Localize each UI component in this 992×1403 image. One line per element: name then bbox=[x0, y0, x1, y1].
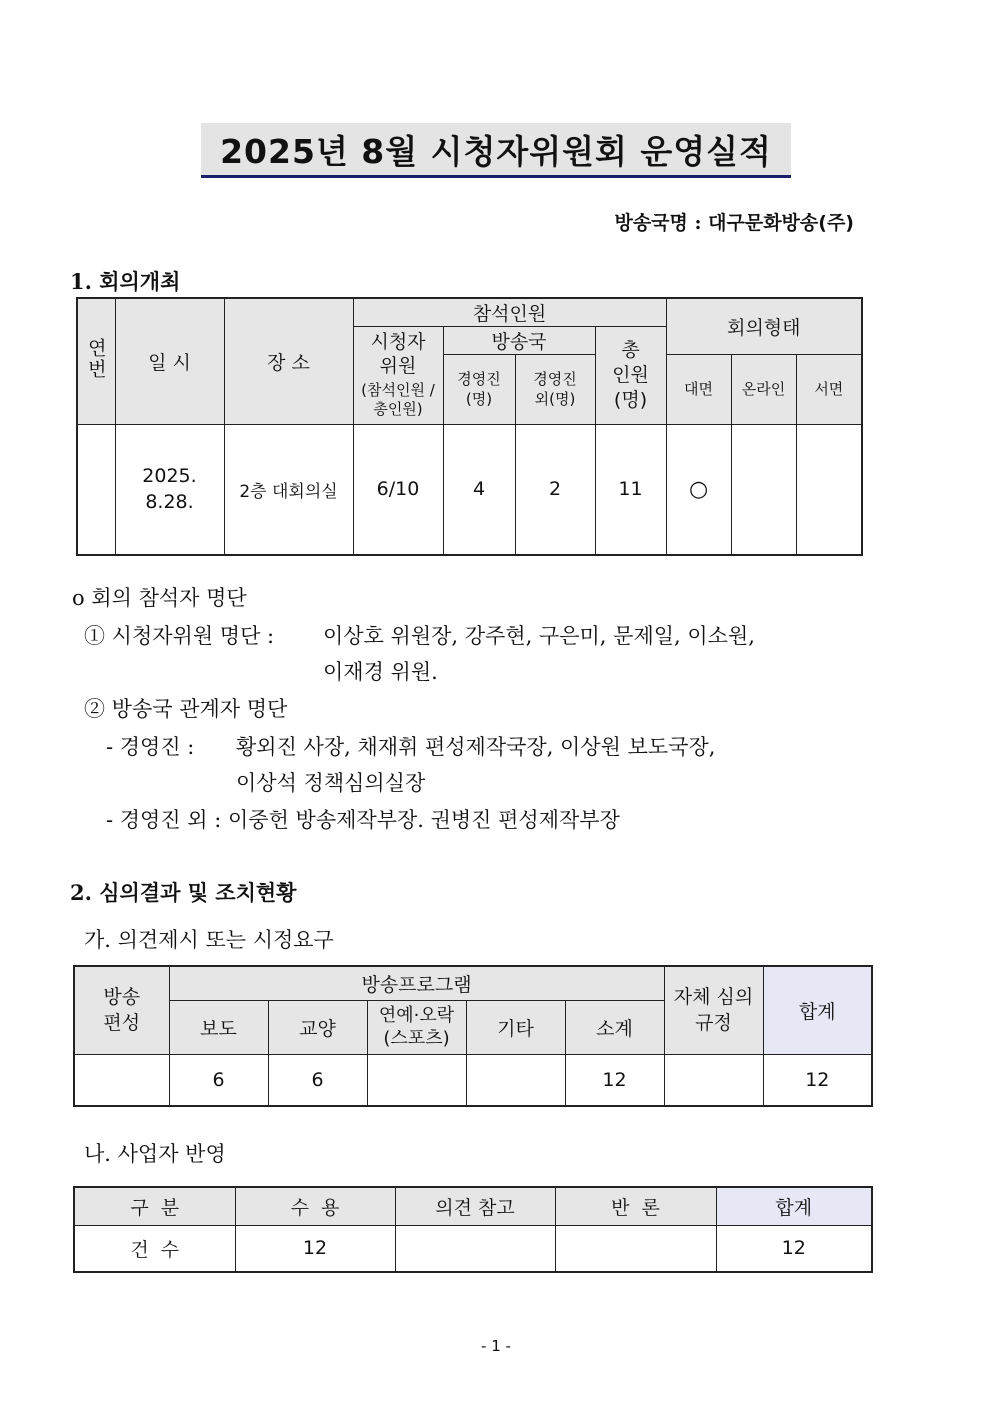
cell-online bbox=[731, 425, 796, 555]
cell-total: 12 bbox=[763, 1054, 872, 1106]
cell-rebut bbox=[555, 1225, 716, 1272]
cell-subtotal: 12 bbox=[565, 1054, 664, 1106]
sub-b-heading: 나. 사업자 반영 bbox=[84, 1142, 226, 1166]
col-date-header: 일 시 bbox=[115, 298, 224, 425]
cell-culture: 6 bbox=[268, 1054, 367, 1106]
table-row bbox=[77, 425, 862, 555]
cell-no bbox=[77, 425, 115, 555]
col-program-header: 방송프로그램 bbox=[169, 966, 664, 1000]
col-format-header: 회의형태 bbox=[666, 298, 862, 355]
col-subtotal-header: 소계 bbox=[565, 1000, 664, 1054]
mgmt-line2: 이상석 정책심의실장 bbox=[236, 771, 426, 795]
col-rebut-header: 반 론 bbox=[555, 1187, 716, 1225]
cell-in-person: ○ bbox=[666, 425, 731, 555]
col-org-header: 방송 편성 bbox=[74, 966, 169, 1054]
page-title: 2025년 8월 시청자위원회 운영실적 bbox=[201, 123, 791, 178]
col-no-header: 연번 bbox=[77, 298, 115, 425]
cell-accept: 12 bbox=[235, 1225, 395, 1272]
col-reference-header: 의견 참고 bbox=[395, 1187, 555, 1225]
viewer-members-line2: 이재경 위원. bbox=[323, 660, 438, 684]
table-row bbox=[74, 1054, 872, 1106]
broadcaster-name: 대구문화방송(주) bbox=[708, 212, 854, 234]
cell-total: 11 bbox=[595, 425, 666, 555]
col-category-header: 구 분 bbox=[74, 1187, 235, 1225]
attendees-heading: o 회의 참석자 명단 bbox=[72, 586, 247, 610]
cell-non-mgmt: 2 bbox=[515, 425, 595, 555]
col-accept-header: 수 용 bbox=[235, 1187, 395, 1225]
non-mgmt-line: - 경영진 외 : 이중헌 방송제작부장. 권병진 편성제작부장 bbox=[106, 808, 620, 832]
cell-reference bbox=[395, 1225, 555, 1272]
sub-a-heading: 가. 의견제시 또는 시정요구 bbox=[84, 928, 334, 952]
station-staff-label: ② 방송국 관계자 명단 bbox=[84, 697, 288, 721]
broadcaster-line bbox=[614, 208, 854, 235]
col-place-header: 장 소 bbox=[224, 298, 353, 425]
col-news-header: 보도 bbox=[169, 1000, 268, 1054]
col-total-header: 합계 bbox=[716, 1187, 872, 1225]
col-other-header: 기타 bbox=[466, 1000, 565, 1054]
reflection-table bbox=[73, 1186, 873, 1273]
col-mgmt-header: 경영진 (명) bbox=[443, 355, 515, 425]
cell-written bbox=[796, 425, 862, 555]
cell-category: 건 수 bbox=[74, 1225, 235, 1272]
cell-place: 2층 대회의실 bbox=[224, 425, 353, 555]
viewer-members-line1: 이상호 위원장, 강주현, 구은미, 문제일, 이소원, bbox=[323, 624, 755, 648]
cell-self bbox=[664, 1054, 763, 1106]
table-row bbox=[74, 1225, 872, 1272]
section1-heading: 1. 회의개최 bbox=[70, 269, 181, 294]
col-culture-header: 교양 bbox=[268, 1000, 367, 1054]
viewer-members-label: ① 시청자위원 명단 : bbox=[84, 624, 275, 648]
cell-viewer-members: 6/10 bbox=[353, 425, 443, 555]
cell-mgmt: 4 bbox=[443, 425, 515, 555]
page-number: - 1 - bbox=[481, 1337, 511, 1355]
review-table bbox=[73, 965, 873, 1107]
mgmt-label: - 경영진 : bbox=[106, 735, 195, 759]
col-total-header: 총 인원 (명) bbox=[595, 327, 666, 425]
section2-heading: 2. 심의결과 및 조치현황 bbox=[70, 880, 297, 905]
col-station-header: 방송국 bbox=[443, 327, 595, 355]
mgmt-line1: 황외진 사장, 채재휘 편성제작국장, 이상원 보도국장, bbox=[236, 735, 716, 759]
col-online-header: 온라인 bbox=[731, 355, 796, 425]
cell-entertain bbox=[367, 1054, 466, 1106]
col-entertain-header: 연예·오락 (스포츠) bbox=[367, 1000, 466, 1054]
cell-other bbox=[466, 1054, 565, 1106]
col-total-header: 합계 bbox=[763, 966, 872, 1054]
col-attendees-header: 참석인원 bbox=[353, 298, 666, 327]
col-written-header: 서면 bbox=[796, 355, 862, 425]
col-in-person-header: 대면 bbox=[666, 355, 731, 425]
cell-total: 12 bbox=[716, 1225, 872, 1272]
cell-date: 2025. 8.28. bbox=[115, 425, 224, 555]
broadcaster-label: 방송국명 : bbox=[614, 212, 709, 234]
col-non-mgmt-header: 경영진 외(명) bbox=[515, 355, 595, 425]
cell-news: 6 bbox=[169, 1054, 268, 1106]
cell-org bbox=[74, 1054, 169, 1106]
col-self-header: 자체 심의규정 bbox=[664, 966, 763, 1054]
meeting-table bbox=[76, 297, 863, 556]
col-viewer-members-header: 시청자 위원 (참석인원 /총인원) bbox=[353, 327, 443, 425]
